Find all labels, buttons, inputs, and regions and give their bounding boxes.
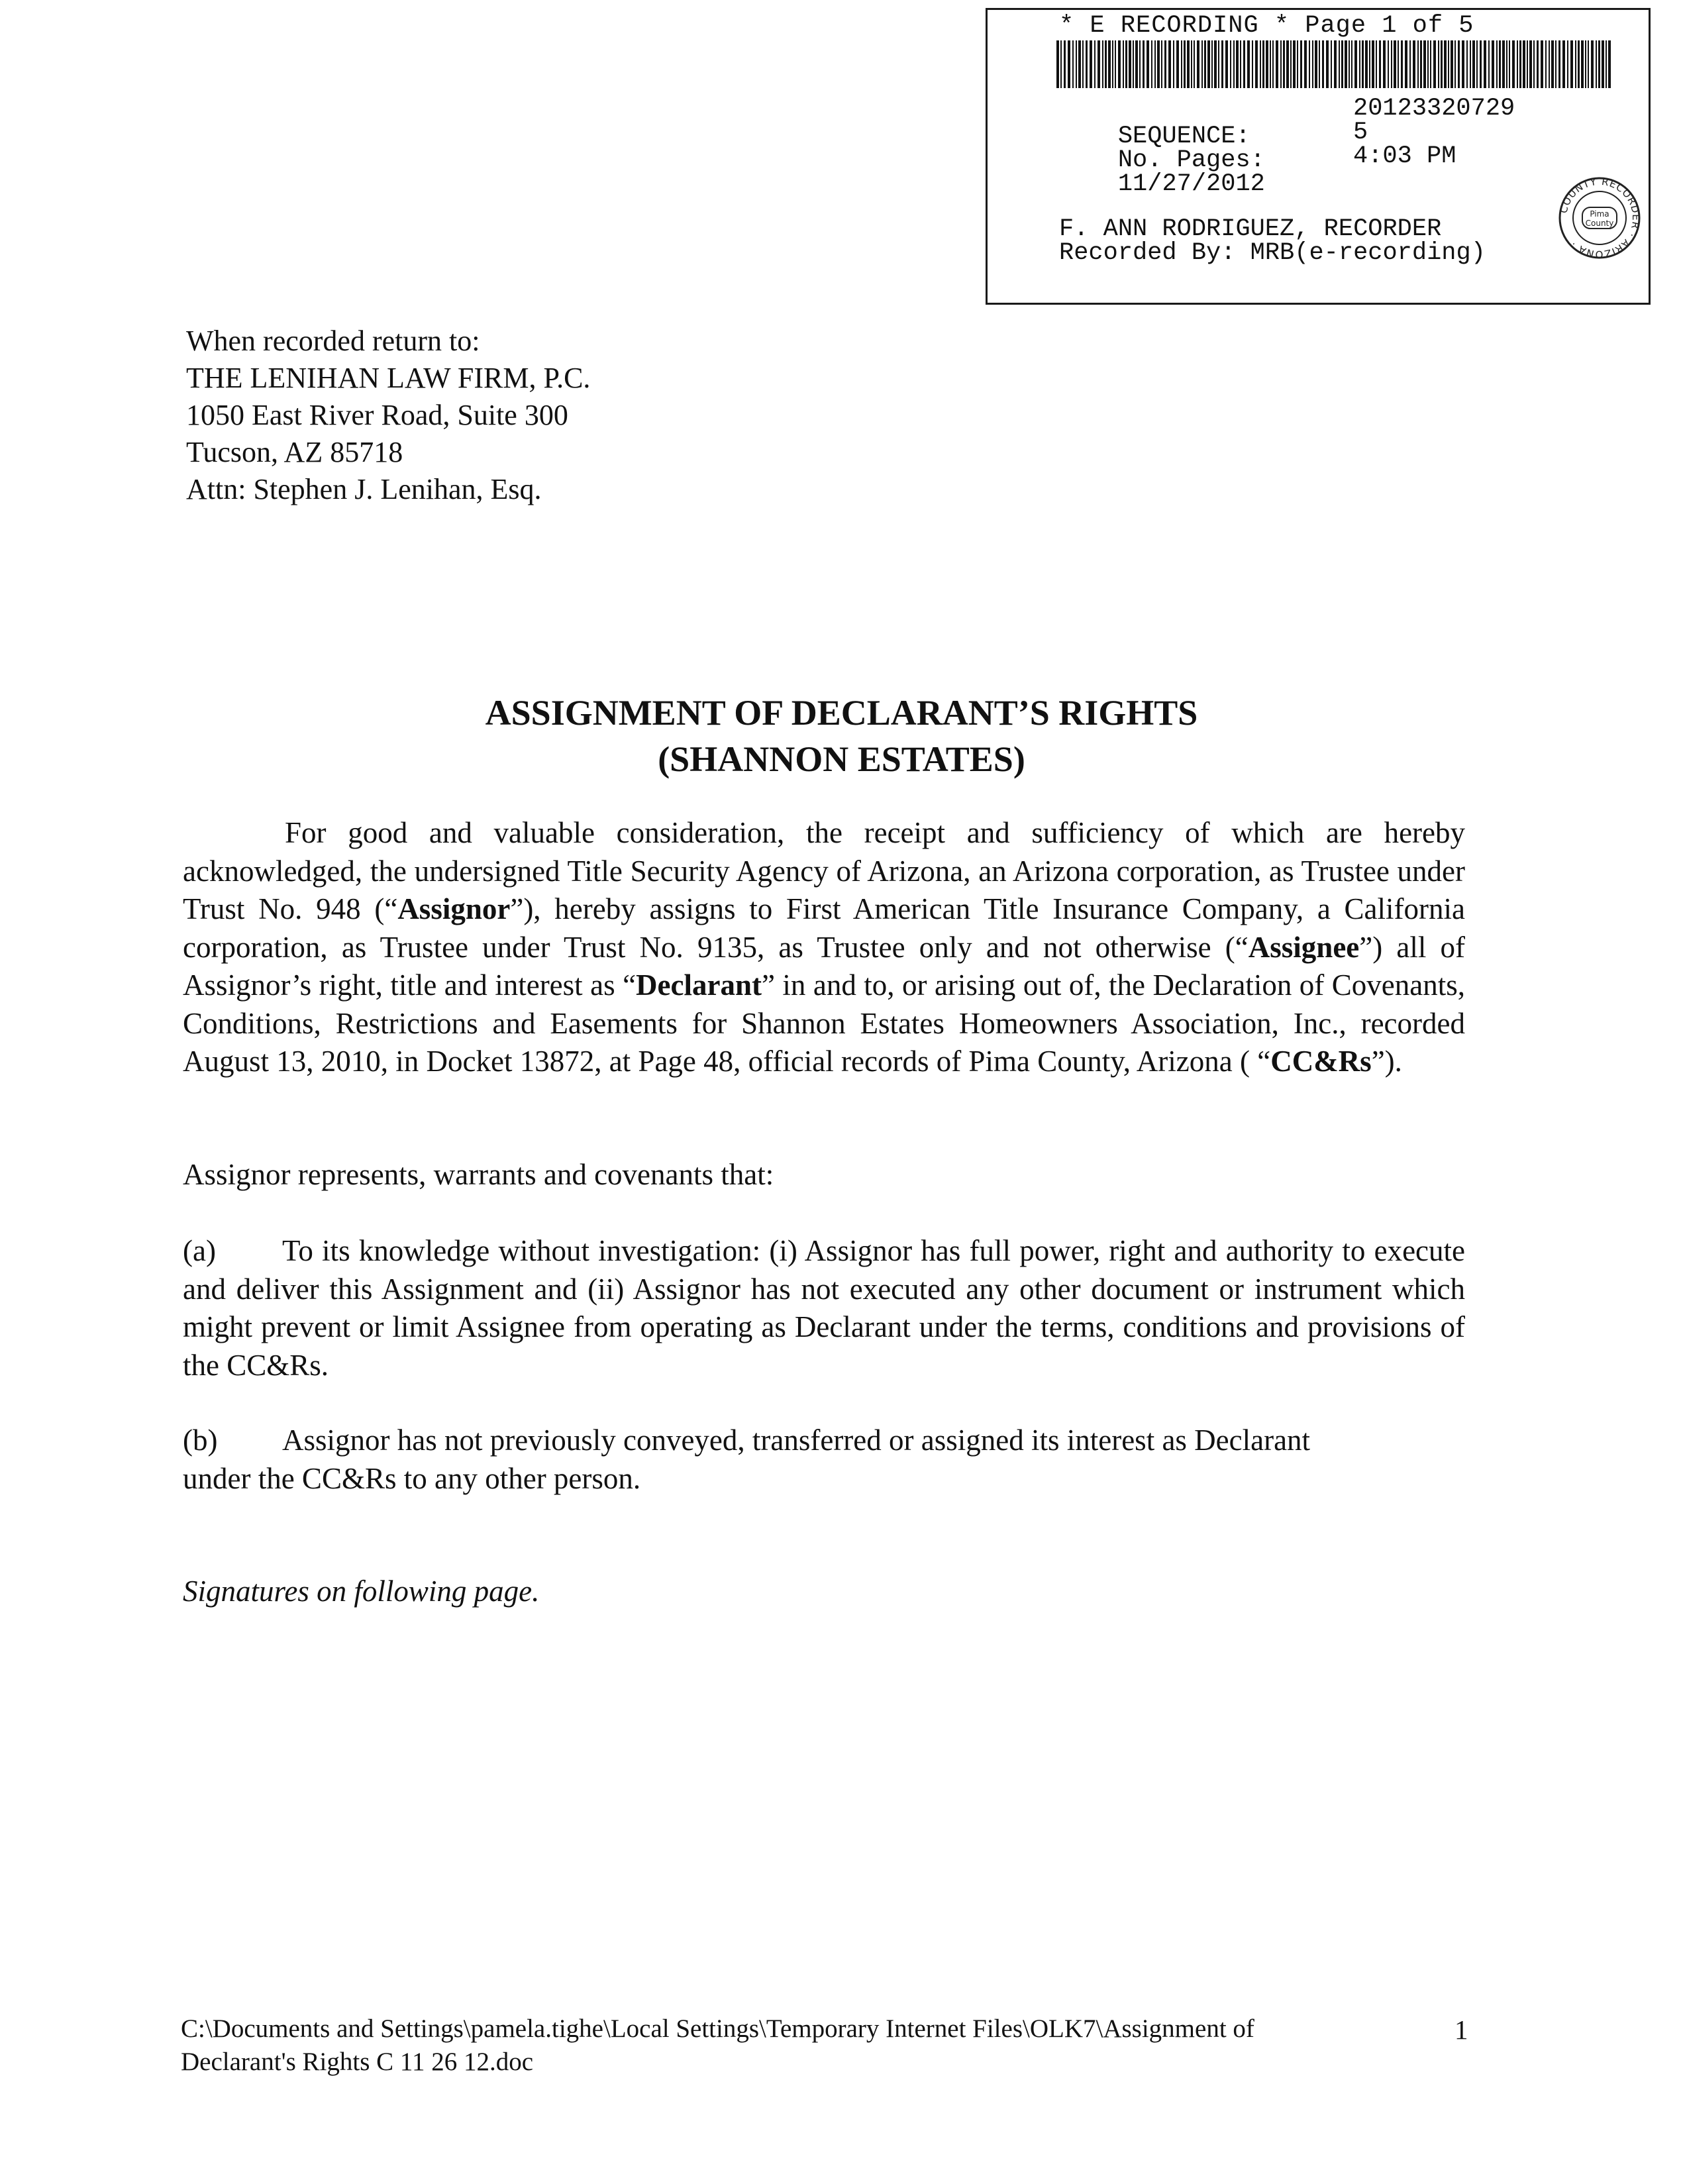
return-address-block [186,323,590,508]
barcode-bar [1118,40,1121,88]
barcode-bar [1068,40,1070,88]
barcode-bar [1466,40,1468,88]
barcode-bar [1225,40,1228,88]
barcode-bar [1420,40,1422,88]
stamp-header: * E RECORDING * Page 1 of 5 [1059,12,1474,40]
barcode-bar [1173,40,1174,88]
barcode-bar [1143,40,1145,88]
barcode-bar [1240,40,1241,88]
barcode-bar [1102,40,1103,88]
return-street: 1050 East River Road, Suite 300 [186,399,568,431]
barcode-bar [1176,40,1179,88]
barcode-bar [1545,40,1547,88]
barcode-bar [1454,40,1456,88]
barcode-bar [1602,40,1604,88]
return-city-state: Tucson, AZ 85718 [186,436,403,468]
barcode-bar [1319,40,1320,88]
barcode-bar [1300,40,1302,88]
barcode-bar [1423,40,1426,88]
barcode-bar [1441,40,1443,88]
barcode-bar [1280,40,1282,88]
barcode-bar [1184,40,1186,88]
barcode-bar [1197,40,1199,88]
barcode-bar [1581,40,1584,88]
barcode-bar [1304,40,1307,88]
barcode-bar [1247,40,1250,88]
barcode-bar [1297,40,1298,88]
barcode-bar [1496,40,1498,88]
consideration-paragraph [183,814,1465,1081]
barcode-bar [1444,40,1447,88]
recording-date: 11/27/2012 [1117,170,1265,198]
footer-path-line1: C:\Documents and Settings\pamela.tighe\Local Settings\Temporary Internet Files\OLK7\Assignment of [181,2014,1254,2043]
recording-stamp [986,8,1651,305]
p1-text-1: For good and valuable consideration, the receipt and sufficiency of which are hereby acknowledged, the undersigned Title Security Agency of Arizona, an Arizona corporation, as Trustee under Trust No. 948 (“ [183,816,1465,925]
barcode-bar [1555,40,1556,88]
barcode-bar [1417,40,1419,88]
barcode-bar [1151,40,1152,88]
barcode-bar [1260,40,1261,88]
barcode-bar [1506,40,1507,88]
barcode-bar [1339,40,1340,88]
p1-text-2: ”), hereby assigns to First American Title Insurance Company, a California corporation, as Trustee under Trust No. 9135, as Trustee only and not otherwise (“ [183,892,1465,964]
barcode-bar [1147,40,1149,88]
county-recorder-seal-icon [1557,176,1642,260]
p1-text-4: ” in and to, or arising out of, the Declaration of Covenants, Conditions, Restrictions and Easements for Shannon Estates Homeowners Association, Inc., recorded August 13, 2010, in Docket 13872, at Page 48, official records of Pima County, Arizona ( “ [183,968,1465,1078]
barcode-bar [1509,40,1510,88]
ccrs-term: CC&Rs [1270,1045,1372,1078]
barcode-bar [1139,40,1141,88]
barcode-bar [1135,40,1138,88]
document-title: ASSIGNMENT OF DECLARANT’S RIGHTS [485,693,1198,733]
barcode-bar [1488,40,1490,88]
barcode-bar [1129,40,1131,88]
barcode-bar [1056,40,1059,88]
barcode-bar [1094,40,1096,88]
barcode-bar [1558,40,1560,88]
barcode-bar [1492,40,1494,88]
barcode-bar [1517,40,1518,88]
barcode-bar [1276,40,1278,88]
return-attention: Attn: Stephen J. Lenihan, Esq. [186,473,542,505]
clause-b-line2: under the CC&Rs to any other person. [183,1461,641,1495]
barcode-bar [1388,40,1389,88]
barcode-bar [1270,40,1271,88]
barcode-bar [1086,40,1088,88]
signatures-note: Signatures on following page. [183,1575,540,1608]
barcode-bar [1252,40,1253,88]
barcode-bar [1064,40,1066,88]
barcode-bar [1115,40,1116,88]
barcode-bar [1272,40,1274,88]
barcode-bar [1502,40,1505,88]
barcode-bar [1470,40,1471,88]
barcode-bar [1405,40,1407,88]
barcode-bar [1290,40,1292,88]
barcode-bar [1286,40,1289,88]
barcode-bar [1562,40,1565,88]
barcode-bar [1549,40,1550,88]
barcode-bar [1255,40,1258,88]
svg-text:COUNTY RECORDER · ARIZONA ·: COUNTY RECORDER · ARIZONA · [1557,176,1642,260]
barcode-bar [1351,40,1352,88]
barcode-bar [1372,40,1374,88]
barcode-bar [1243,40,1245,88]
barcode-bar [1527,40,1528,88]
barcode-bar [1570,40,1573,88]
barcode-bar [1365,40,1368,88]
barcode-bar [1168,40,1171,88]
barcode-bar [1345,40,1347,88]
barcode-bar [1105,40,1107,88]
barcode-bar [1591,40,1594,88]
pages-label: No. Pages: [1117,146,1265,174]
footer-file-path [181,2012,1426,2079]
barcode-bar [1529,40,1532,88]
barcode-bar [1409,40,1411,88]
document-subtitle: (SHANNON ESTATES) [658,739,1025,779]
barcode-bar [1262,40,1264,88]
barcode-bar [1451,40,1453,88]
barcode-bar [1266,40,1268,88]
barcode-bar [1123,40,1124,88]
declarant-term: Declarant [636,968,762,1002]
barcode-bar [1519,40,1521,88]
barcode-bar [1187,40,1190,88]
barcode-bar [1201,40,1203,88]
barcode-bar [1585,40,1586,88]
barcode-bar [1427,40,1429,88]
barcode-bar [1097,40,1100,88]
barcode-bar [1606,40,1607,88]
recording-time: 4:03 PM [1353,142,1456,170]
barcode-bar [1207,40,1210,88]
barcode-bar [1315,40,1317,88]
p1-text-3: ”) all of Assignor’s right, title and interest as “ [183,930,1466,1002]
page-number: 1 [1454,2014,1468,2045]
barcode-bar [1125,40,1127,88]
barcode-bar [1362,40,1364,88]
barcode-bar [1181,40,1182,88]
footer-path-line2: Declarant's Rights C 11 26 12.doc [181,2048,534,2076]
barcode-bar [1484,40,1486,88]
barcode-bar [1154,40,1156,88]
barcode-bar [1191,40,1192,88]
assignor-term: Assignor [397,892,511,925]
barcode-bar [1309,40,1310,88]
barcode-bar [1379,40,1381,88]
barcode-bar [1349,40,1350,88]
barcode-bar [1334,40,1337,88]
barcode-bar [1218,40,1219,88]
barcode-bar [1164,40,1166,88]
clause-a [183,1232,1465,1384]
barcode-bar [1060,40,1062,88]
barcode-bar [1541,40,1543,88]
clause-a-text: To its knowledge without investigation: (i) Assignor has full power, right and authority to execute and deliver this Assignment and (ii) Assignor has not executed any other document or instrument which might prevent or limit Assignee from operating as Declarant under the terms, conditions and provisions of the CC&Rs. [183,1234,1465,1382]
barcode-bar [1331,40,1332,88]
clause-b-label: (b) [183,1424,218,1457]
barcode-bar [1157,40,1160,88]
barcode-bar [1472,40,1475,88]
barcode-bar [1230,40,1231,88]
barcode-bar [1578,40,1580,88]
barcode-bar [1072,40,1074,88]
barcode-bar [1090,40,1092,88]
barcode-graphic [1056,40,1613,88]
barcode-bar [1588,40,1589,88]
clause-b [183,1422,1465,1498]
clause-b-line1: Assignor has not previously conveyed, transferred or assigned its interest as Declarant [282,1424,1311,1457]
barcode-bar [1398,40,1399,88]
barcode-bar [1376,40,1377,88]
barcode-bar [1462,40,1464,88]
barcode-bar [1533,40,1535,88]
barcode-bar [1394,40,1396,88]
barcode-bar [1480,40,1482,88]
barcode-bar [1433,40,1436,88]
assignee-term: Assignee [1248,930,1360,964]
barcode-bar [1341,40,1343,88]
barcode-bar [1391,40,1392,88]
barcode-bar [1322,40,1324,88]
barcode-bar [1293,40,1296,88]
barcode-bar [1523,40,1525,88]
barcode-bar [1401,40,1403,88]
barcode-bar [1413,40,1415,88]
barcode-bar [1551,40,1554,88]
barcode-bar [1078,40,1081,88]
barcode-bar [1383,40,1386,88]
svg-text:County: County [1585,219,1614,228]
barcode-bar [1221,40,1223,88]
barcode-bar [1458,40,1460,88]
barcode-bar [1476,40,1478,88]
barcode-bar [1233,40,1235,88]
barcode-bar [1512,40,1515,88]
barcode-bar [1214,40,1217,88]
return-instruction: When recorded return to: [186,325,480,357]
barcode-bar [1499,40,1501,88]
pages-value: 5 [1353,119,1368,146]
barcode-bar [1312,40,1313,88]
barcode-bar [1359,40,1360,88]
p1-text-5: ”). [1371,1045,1402,1078]
barcode-bar [1108,40,1111,88]
barcode-bar [1537,40,1539,88]
barcode-bar [1575,40,1576,88]
barcode-bar [1598,40,1600,88]
barcode-bar [1567,40,1568,88]
barcode-bar [1608,40,1611,88]
barcode-bar [1448,40,1449,88]
barcode-bar [1161,40,1162,88]
barcode-bar [1194,40,1195,88]
barcode-bar [1369,40,1370,88]
return-firm-name: THE LENIHAN LAW FIRM, P.C. [186,362,591,394]
barcode-bar [1076,40,1077,88]
barcode-bar [1211,40,1213,88]
barcode-bar [1236,40,1239,88]
barcode-bar [1082,40,1084,88]
recorded-by: Recorded By: MRB(e-recording) [1059,239,1486,267]
svg-text:Pima: Pima [1590,209,1609,219]
barcode-bar [1326,40,1329,88]
representations-intro: Assignor represents, warrants and covenants that: [183,1158,774,1191]
barcode-bar [1430,40,1431,88]
clause-a-label: (a) [183,1234,216,1267]
barcode-bar [1354,40,1357,88]
barcode-bar [1438,40,1439,88]
barcode-bar [1596,40,1597,88]
barcode-bar [1204,40,1206,88]
recorder-name: F. ANN RODRIGUEZ, RECORDER [1059,215,1442,243]
barcode-bar [1283,40,1285,88]
barcode-bar [1133,40,1134,88]
barcode-bar [1112,40,1113,88]
sequence-label: SEQUENCE: [1117,123,1250,150]
sequence-value: 20123320729 [1353,95,1515,123]
